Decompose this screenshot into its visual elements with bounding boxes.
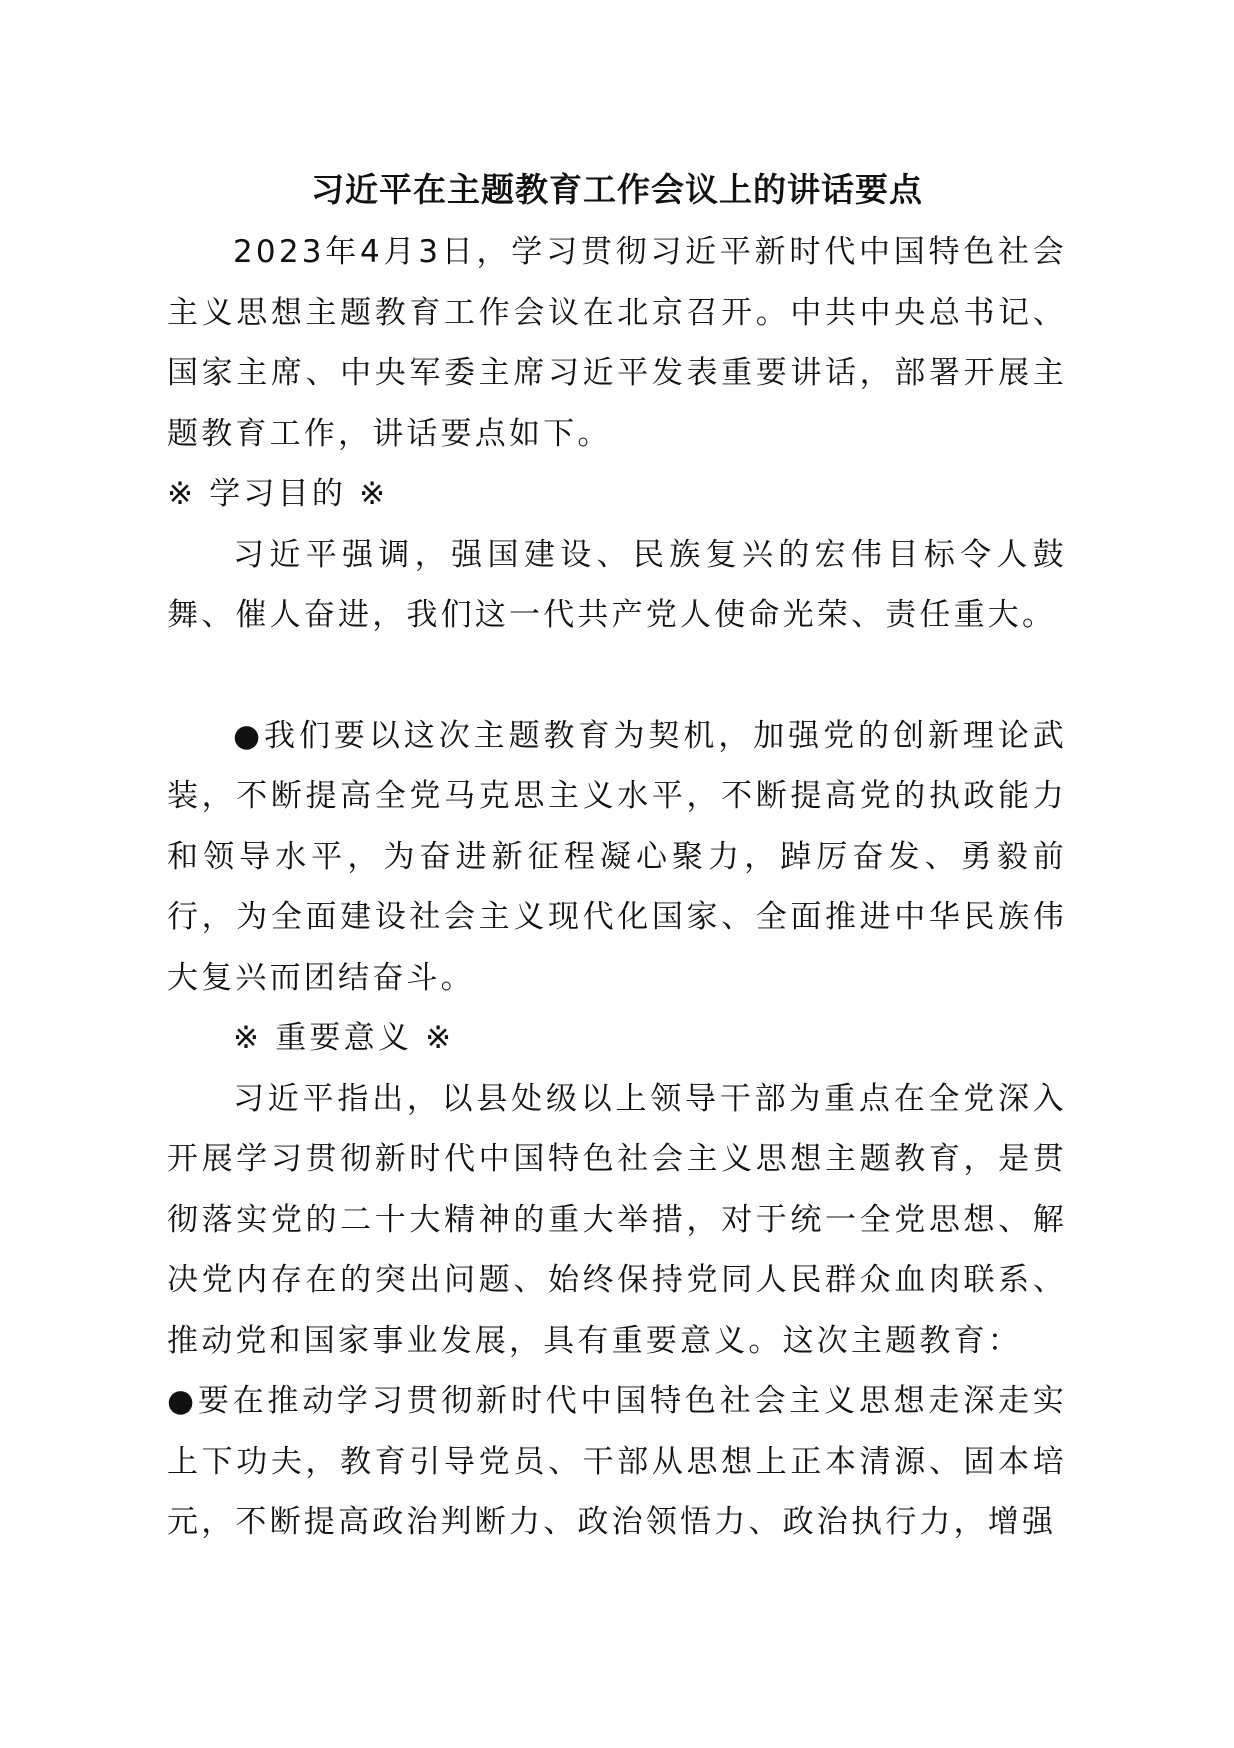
document-title: 习近平在主题教育工作会议上的讲话要点 — [311, 170, 923, 209]
paragraph-gap — [167, 646, 1067, 706]
document-page — [167, 168, 1067, 1553]
significance-paragraph: 习近平指出，以县处级以上领导干部为重点在全党深入开展学习贯彻新时代中国特色社会主义思想主题教育，是贯彻落实党的二十大精神的重大举措，对于统一全党思想、解决党内存在的突出问题、始终保持党同人民群众血肉联系、推动党和国家事业发展，具有重要意义。这次主题教育： — [167, 1080, 1067, 1359]
intro-paragraph: 2023年4月3日，学习贯彻习近平新时代中国特色社会主义思想主题教育工作会议在北京召开。中共中央总书记、国家主席、中央军委主席习近平发表重要讲话，部署开展主题教育工作，讲话要点如下。 — [167, 234, 1067, 452]
learning-purpose-paragraph: 习近平强调，强国建设、民族复兴的宏伟目标令人鼓舞、催人奋进，我们这一代共产党人使命光荣、责任重大。 — [167, 536, 1067, 633]
significance-bullet: ●要在推动学习贯彻新时代中国特色社会主义思想走深走实上下功夫，教育引导党员、干部从思想上正本清源、固本培元，不断提高政治判断力、政治领悟力、政治执行力，增强 — [167, 1383, 1067, 1540]
learning-purpose-bullet: ●我们要以这次主题教育为契机，加强党的创新理论武装，不断提高全党马克思主义水平，不断提高党的执政能力和领导水平，为奋进新征程凝心聚力，踔厉奋发、勇毅前行，为全面建设社会主义现代化国家、全面推进中华民族伟大复兴而团结奋斗。 — [167, 717, 1067, 996]
section-heading-significance: ※ 重要意义 ※ — [233, 1020, 455, 1056]
section-heading-learning-purpose: ※ 学习目的 ※ — [167, 476, 389, 512]
